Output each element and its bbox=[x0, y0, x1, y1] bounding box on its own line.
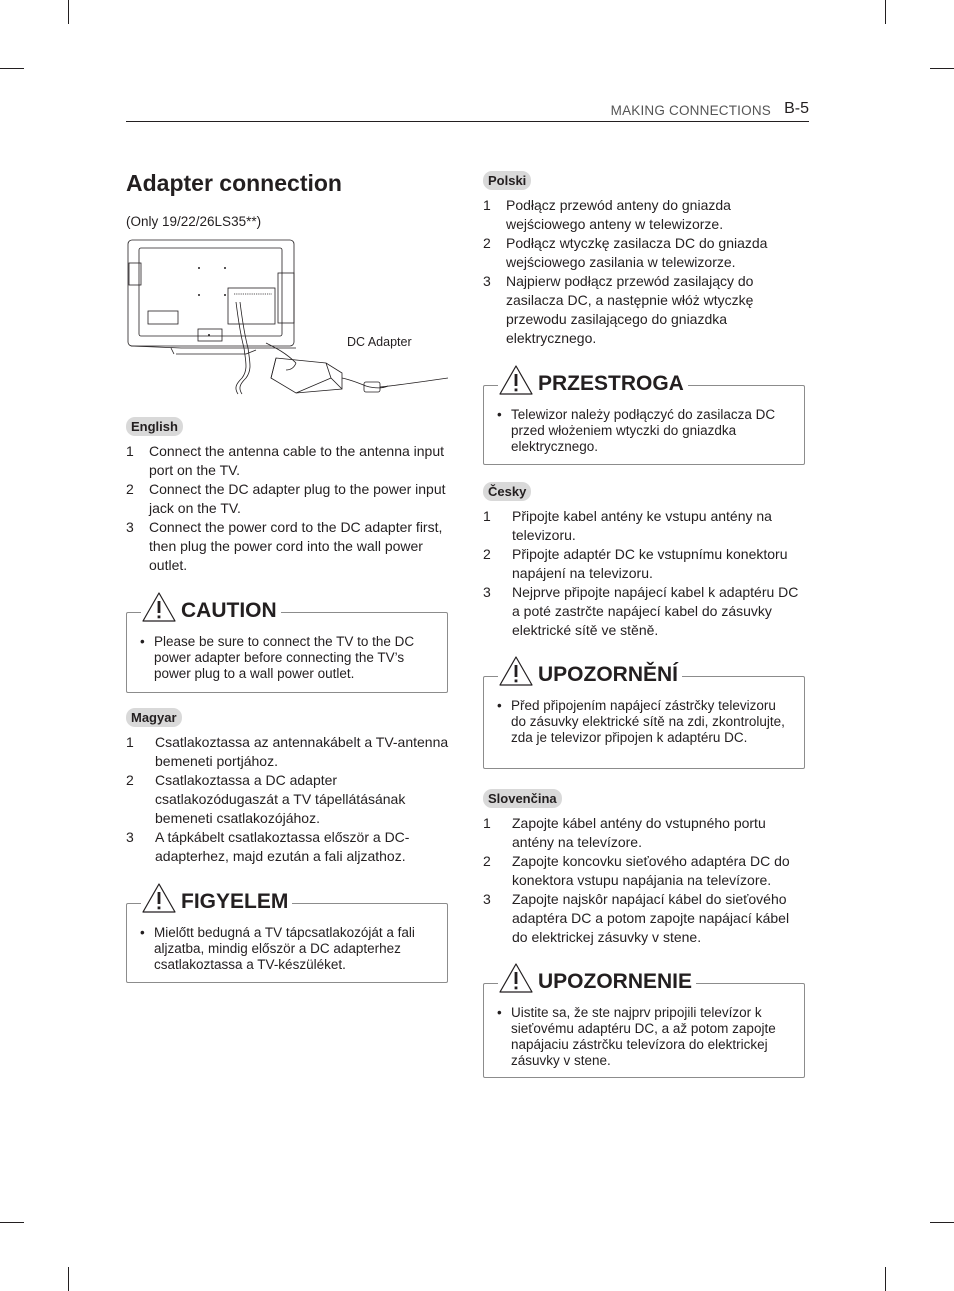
language-badge: English bbox=[126, 417, 183, 436]
language-badge: Magyar bbox=[126, 708, 182, 727]
step-list bbox=[126, 733, 450, 866]
notice-item: • Telewizor należy podłączyć do zasilacza DC przed włożeniem wtyczki do gniazdka elektrycznego. bbox=[497, 407, 776, 454]
language-badge: Polski bbox=[483, 171, 531, 190]
step-item: 3 Connect the power cord to the DC adapter first, then plug the power cord into the wall power outlet. bbox=[126, 519, 443, 573]
caution-box bbox=[126, 599, 448, 693]
step-list bbox=[483, 507, 805, 640]
step-item: 3 Zapojte najskôr napájací kábel do sieťového adaptéra DC a potom zapojte napájací kábel do elektrickej zásuvky v stene. bbox=[483, 891, 790, 945]
step-item: 1 Připojte kabel antény ke vstupu antény na televizoru. bbox=[483, 508, 772, 543]
step-item: 2 Connect the DC adapter plug to the power input jack on the TV. bbox=[126, 481, 446, 516]
crop-mark bbox=[930, 1222, 954, 1223]
step-item: 1 Zapojte kábel antény do vstupného portu antény na televízore. bbox=[483, 815, 766, 850]
notice-title: CAUTION bbox=[181, 599, 277, 622]
section-title: MAKING CONNECTIONS bbox=[610, 103, 771, 118]
step-item: 1 Connect the antenna cable to the antenna input port on the TV. bbox=[126, 443, 445, 478]
step-list bbox=[126, 442, 450, 575]
upozornenie-box bbox=[483, 970, 805, 1078]
crop-mark bbox=[0, 1222, 24, 1223]
warning-triangle-icon bbox=[498, 962, 534, 994]
dc-adapter-label: DC Adapter bbox=[347, 335, 412, 349]
language-badge: Česky bbox=[483, 482, 531, 501]
step-item: 2 Zapojte koncovku sieťového adaptéra DC do konektora vstupu napájania na televízore. bbox=[483, 853, 790, 888]
section-magyar bbox=[126, 708, 450, 866]
step-list bbox=[483, 814, 805, 947]
figyelem-box bbox=[126, 890, 448, 983]
warning-triangle-icon bbox=[498, 655, 534, 687]
notice-title: PRZESTROGA bbox=[538, 372, 684, 395]
section-cesky bbox=[483, 482, 805, 640]
section-english bbox=[126, 417, 450, 575]
model-note: (Only 19/22/26LS35**) bbox=[126, 214, 262, 229]
notice-item: • Please be sure to connect the TV to the DC power adapter before connecting the TV’s power plug to a wall power outlet. bbox=[140, 634, 415, 681]
page-number: B-5 bbox=[784, 100, 809, 117]
notice-heading bbox=[141, 882, 292, 914]
warning-triangle-icon bbox=[141, 591, 177, 623]
tv-adapter-drawing bbox=[126, 238, 450, 413]
notice-item: • Uistite sa, že ste najprv pripojili televízor k sieťovému adaptéru DC, a až potom zapojte napájaciu zástrčku televízora do elektrickej zásuvky v stene. bbox=[497, 1005, 776, 1068]
step-item: 1 Csatlakoztassa az antennakábelt a TV-antenna bemeneti portjához. bbox=[126, 734, 449, 769]
notice-heading bbox=[498, 962, 696, 994]
section-slovencina bbox=[483, 789, 805, 947]
przestroga-box bbox=[483, 372, 805, 465]
page-title: Adapter connection bbox=[126, 170, 342, 196]
warning-triangle-icon bbox=[141, 882, 177, 914]
section-polski bbox=[483, 171, 805, 348]
step-item: 2 Připojte adaptér DC ke vstupnímu konektoru napájení na televizoru. bbox=[483, 546, 788, 581]
crop-mark bbox=[68, 0, 69, 24]
step-item: 3 Najpierw podłącz przewód zasilający do zasilacza DC, a następnie włóż wtyczkę przewodu zasilającego do gniazdka elektrycznego. bbox=[483, 273, 754, 346]
language-badge: Slovenčina bbox=[483, 789, 562, 808]
crop-mark bbox=[68, 1267, 69, 1291]
step-item: 3 Nejprve připojte napájecí kabel k adaptéru DC a poté zastrčte napájecí kabel do zásuvky elektrické sítě ve stěně. bbox=[483, 584, 799, 638]
step-item: 2 Csatlakoztassa a DC adapter csatlakozódugaszát a TV tápellátásának bemeneti csatlakozójához. bbox=[126, 772, 406, 826]
notice-heading bbox=[141, 591, 281, 623]
notice-title: FIGYELEM bbox=[181, 890, 289, 913]
notice-item: • Mielőtt bedugná a TV tápcsatlakozóját a fali aljzatba, mindig először a DC adapterhez csatlakoztassa a TV-készüléket. bbox=[140, 925, 415, 972]
step-list bbox=[483, 196, 805, 348]
page-header bbox=[126, 99, 809, 122]
step-item: 1 Podłącz przewód anteny do gniazda wejściowego anteny w telewizorze. bbox=[483, 197, 731, 232]
notice-heading bbox=[498, 364, 688, 396]
warning-triangle-icon bbox=[498, 364, 534, 396]
step-item: 2 Podłącz wtyczkę zasilacza DC do gniazda wejściowego zasilania w telewizorze. bbox=[483, 235, 768, 270]
notice-title: UPOZORNENIE bbox=[538, 970, 693, 993]
step-item: 3 A tápkábelt csatlakoztassa először a DC-adapterhez, majd ezután a fali aljzathoz. bbox=[126, 829, 410, 864]
upozorneni-box bbox=[483, 663, 805, 769]
notice-heading bbox=[498, 655, 682, 687]
crop-mark bbox=[0, 68, 24, 69]
notice-item: • Před připojením napájecí zástrčky televizoru do zásuvky elektrické sítě na zdi, zkontrolujte, zda je televizor připojen k adaptéru DC. bbox=[497, 698, 785, 745]
crop-mark bbox=[885, 1267, 886, 1291]
adapter-illustration bbox=[126, 238, 450, 413]
crop-mark bbox=[885, 0, 886, 24]
crop-mark bbox=[930, 68, 954, 69]
notice-title: UPOZORNĚNÍ bbox=[538, 663, 679, 686]
